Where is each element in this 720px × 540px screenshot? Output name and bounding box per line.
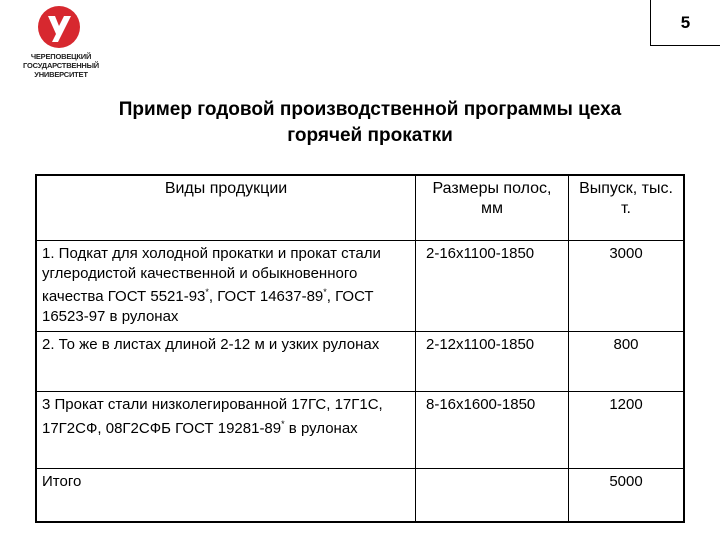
slide-title [30,97,710,149]
university-line: УНИВЕРСИТЕТ [34,70,88,79]
product-text: , ГОСТ 14637-89 [208,288,324,305]
output-cell: 800 [569,332,685,392]
page-number: 5 [650,0,720,46]
size-cell: 8-16х1600-1850 [416,392,569,469]
product-text: 2. То же в листах длиной 2-12 м и узких рулонах [42,336,380,353]
total-output: 5000 [569,469,685,523]
university-name [2,52,120,79]
table-row [36,332,684,392]
size-cell: 2-12х1100-1850 [416,332,569,392]
output-cell: 1200 [569,392,685,469]
footnote-mark: * [205,287,209,297]
footnote-mark: * [323,287,327,297]
production-table [35,174,685,523]
product-text: , ГОСТ 16523-97 в рулонах [42,288,374,325]
header-sizes: Размеры полос, мм [416,175,569,241]
total-label: Итого [36,469,416,523]
university-line: ГОСУДАРСТВЕННЫЙ [23,61,99,70]
header-output: Выпуск, тыс. т. [569,175,685,241]
product-cell [36,332,416,392]
table-row [36,241,684,332]
university-logo [28,4,90,50]
product-text: 1. Подкат для холодной прокатки и прокат стали углеродистой качественной и обыкновенного качества ГОСТ 5521-93 [42,245,381,305]
header-products: Виды продукции [36,175,416,241]
output-cell: 3000 [569,241,685,332]
product-text: в рулонах [284,419,358,437]
table-row [36,392,684,469]
table-total-row [36,469,684,523]
footnote-mark: * [281,418,285,429]
size-cell: 2-16х1100-1850 [416,241,569,332]
total-size [416,469,569,523]
product-cell [36,241,416,332]
title-line-1: Пример годовой производственной программы цеха [118,99,622,120]
title-line-2: горячей прокатки [287,125,453,146]
university-line: ЧЕРЕПОВЕЦКИЙ [30,52,92,61]
product-cell [36,392,416,469]
table-header-row [36,175,684,241]
product-text: 3 Прокат стали низколегированной 17ГС, 17Г1С, 17Г2СФ, 08Г2СФБ ГОСТ 19281-89 [42,396,383,437]
